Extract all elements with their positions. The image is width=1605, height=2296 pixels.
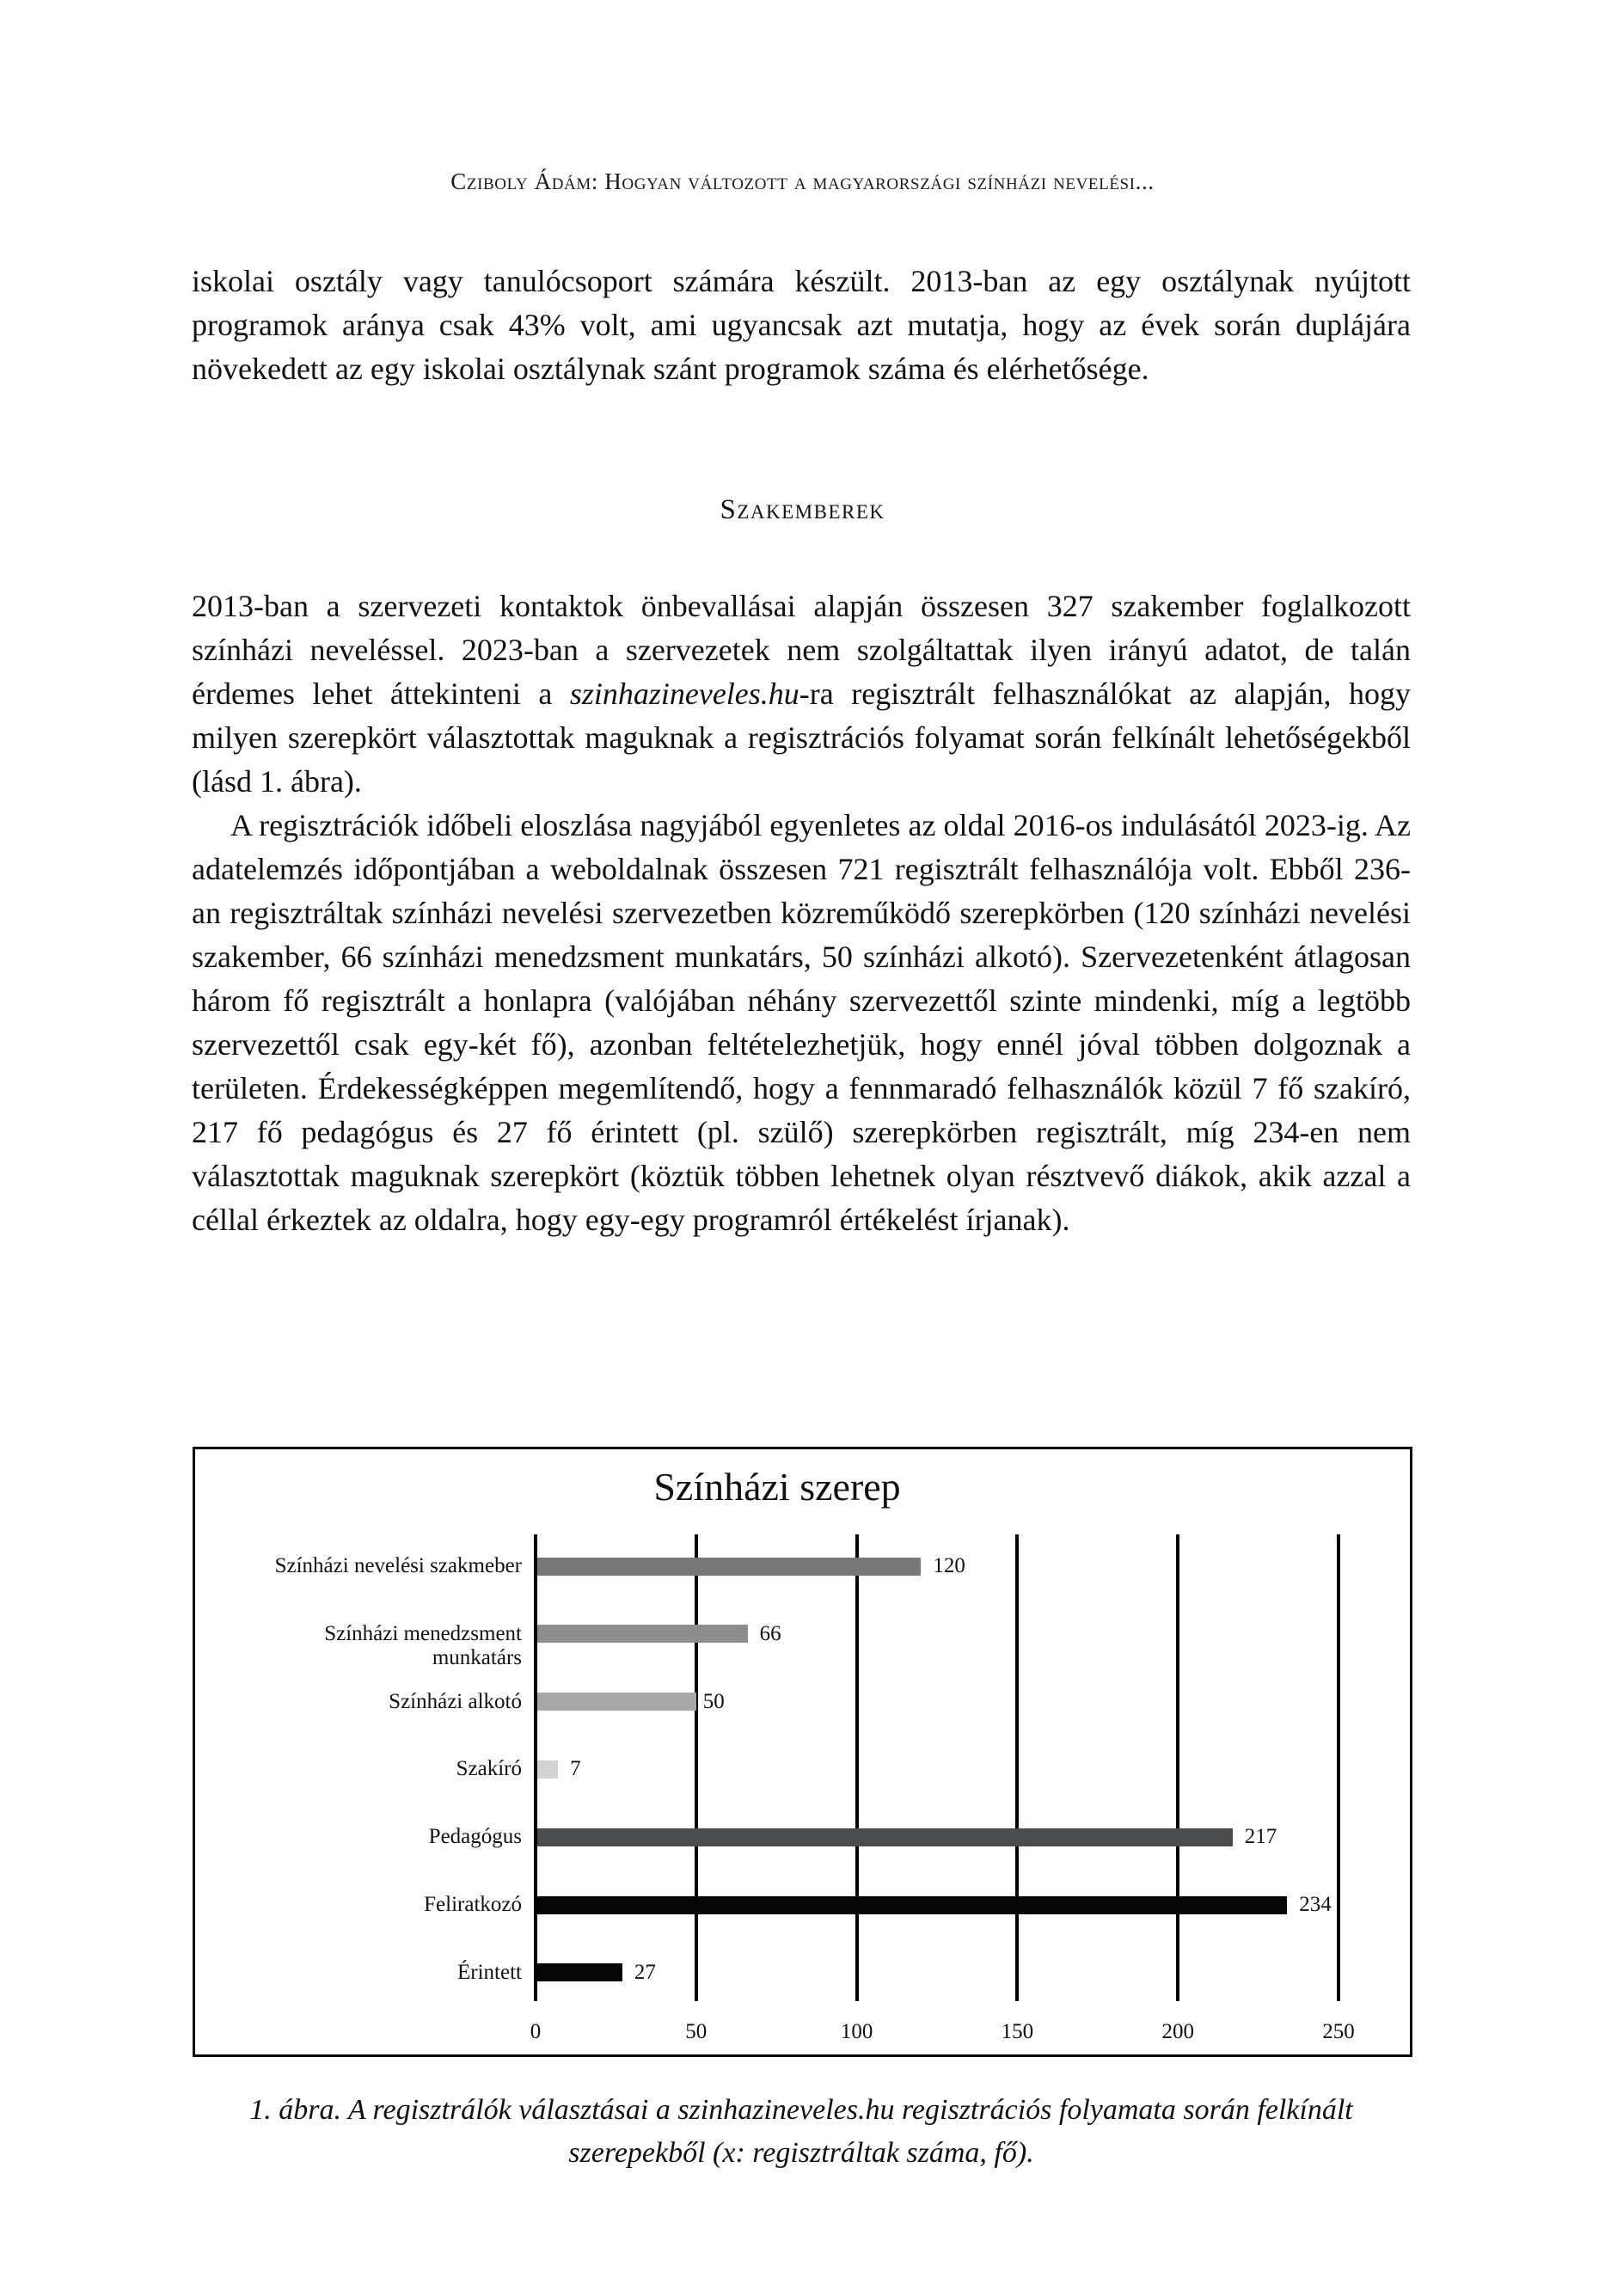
paragraph-2-text-a: 2013-ban a szervezeti kontaktok önbevallásai alapján összesen 327 szakember foglalkozott színházi neveléssel. 2023-ban a szervezetek nem szolgáltattak ilyen irányú adatot, de talán érdemes lehet áttekinteni a xyxy=(192,589,1411,711)
paragraph-3: A regisztrációk időbeli eloszlása nagyjából egyenletes az oldal 2016-os indulásától 2023-ig. Az adatelemzés időpontjában a weboldalnak összesen 721 regisztrált felhasználója volt. Ebből 236-an regisztráltak színházi nevelési szervezetben közreműködő szerepkörben (120 színházi nevelési szakember, 66 színházi menedzsment munkatárs, 50 színházi alkotó). Szervezetenként átlagosan három fő regisztrált a honlapra (valójában néhány szervezettől szinte mindenki, míg a legtöbb szervezettől csak egy-két fő), azonban feltételezhetjük, hogy ennél jóval többen dolgoznak a területen. Érdekességképpen megemlítendő, hogy a fennmaradó felhasználók közül 7 fő szakíró, 217 fő pedagógus és 27 fő érintett (pl. szülő) szerepkörben regisztrált, míg 234-en nem választottak maguknak szerepkört (köztük többen lehetnek olyan résztvevő diákok, akik azzal a céllal érkeztek az oldalra, hogy egy-egy programról értékelést írjanak). xyxy=(192,808,1411,1237)
gridline xyxy=(855,1534,859,2001)
x-tick-label: 100 xyxy=(840,2020,873,2043)
bar xyxy=(537,1693,696,1711)
category-label: Színházi nevelési szakmeber xyxy=(274,1554,522,1577)
bar xyxy=(537,1963,622,1981)
figure-caption: 1. ábra. A regisztrálók választásai a szinhazineveles.hu regisztrációs folyamata során felkínált szerepekből (x: regisztráltak száma, fő). xyxy=(249,2094,1353,2169)
paragraph-2-text-b: -ra regisztrált felhasználókat az alapján, hogy milyen szerepkört választottak maguknak a regisztrációs folyamat során felkínált lehetőségekből (lásd 1. ábra). xyxy=(192,677,1411,799)
x-tick-label: 250 xyxy=(1322,2020,1355,2043)
gridline xyxy=(695,1534,698,2001)
category-label: Színházi alkotó xyxy=(389,1689,522,1713)
bar-value-label: 7 xyxy=(570,1757,581,1781)
gridline xyxy=(1176,1534,1179,2001)
chart-title: Színházi szerep xyxy=(653,1465,901,1509)
bar-value-label: 120 xyxy=(933,1554,965,1577)
bar xyxy=(537,1558,921,1576)
paragraph-2 xyxy=(192,585,1411,804)
bar xyxy=(537,1625,748,1643)
paragraph-1-text: iskolai osztály vagy tanulócsoport számára készült. 2013-ban az egy osztálynak nyújtott programok aránya csak 43% volt, ami ugyancsak azt mutatja, hogy az évek során duplájára növekedett az egy iskolai osztálynak szánt programok száma és elérhetősége. xyxy=(192,264,1411,386)
category-label: Szakíró xyxy=(456,1757,522,1781)
bar xyxy=(537,1896,1287,1914)
website-name: szinhazineveles.hu xyxy=(569,677,799,711)
running-head: Cziboly Ádám: Hogyan változott a magyarországi színházi nevelési... xyxy=(450,168,1155,194)
gridline xyxy=(1337,1534,1340,2001)
paragraph-1 xyxy=(192,260,1411,391)
bar-value-label: 27 xyxy=(634,1960,656,1984)
bar xyxy=(537,1828,1233,1846)
bar xyxy=(537,1760,558,1779)
x-tick-label: 50 xyxy=(685,2020,708,2043)
x-tick-label: 150 xyxy=(1001,2020,1034,2043)
category-label: Érintett xyxy=(457,1960,522,1984)
bar-value-label: 50 xyxy=(702,1689,725,1713)
section-title: Szakemberek xyxy=(720,494,885,525)
gridline xyxy=(1015,1534,1019,2001)
bar-value-label: 66 xyxy=(759,1621,781,1645)
category-label: Pedagógus xyxy=(428,1825,522,1849)
x-tick-label: 0 xyxy=(530,2020,542,2043)
section-body xyxy=(192,585,1411,1242)
bar-value-label: 234 xyxy=(1299,1893,1332,1916)
category-label: Színházi menedzsment munkatárs xyxy=(324,1621,522,1669)
category-label: Feliratkozó xyxy=(424,1893,522,1916)
bar-value-label: 217 xyxy=(1244,1825,1277,1849)
x-tick-label: 200 xyxy=(1161,2020,1194,2043)
